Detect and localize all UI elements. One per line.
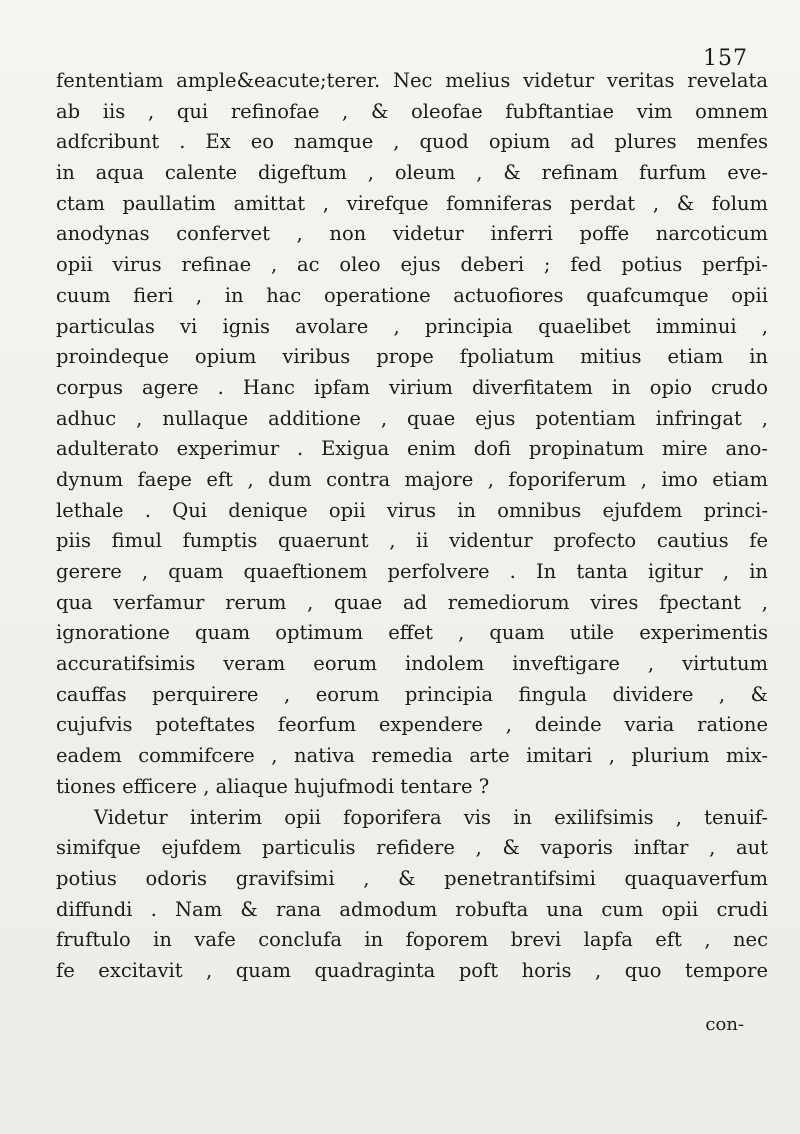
text-line: diffundi . Nam & rana admodum robufta una cum opii crudi	[56, 897, 768, 921]
text-line: gerere , quam quaeftionem perfolvere . In tanta igitur , in	[56, 560, 768, 583]
paragraph-start-line: Videtur interim opii foporifera vis in exilifsimis , tenuif-	[94, 805, 768, 829]
text-line: dynum faepe eft , dum contra majore , foporiferum , imo etiam	[56, 467, 768, 491]
catchword: con-	[705, 1014, 744, 1035]
text-line: accuratifsimis veram eorum indolem inveftigare , virtutum	[56, 652, 768, 676]
text-line: cujufvis poteftates feorfum expendere , deinde varia ratione	[56, 713, 768, 737]
text-line: adhuc , nullaque additione , quae ejus potentiam infringat ,	[56, 406, 768, 430]
text-line: fe excitavit , quam quadraginta poft horis , quo tempore	[56, 958, 768, 982]
text-line: corpus agere . Hanc ipfam virium diverfitatem in opio crudo	[56, 375, 768, 399]
text-line: ab iis , qui refinofae , & oleofae fubftantiae vim omnem	[56, 99, 768, 123]
text-line: potius odoris gravifsimi , & penetrantifsimi quaquaverfum	[56, 866, 768, 890]
body-text	[56, 66, 768, 987]
text-line: fententiam ample&eacute;terer. Nec melius videtur veritas revelata	[56, 69, 768, 92]
text-line: particulas vi ignis avolare , principia quaelibet imminui ,	[56, 314, 768, 338]
text-line: in aqua calente digeftum , oleum , & refinam furfum eve-	[56, 161, 768, 185]
text-line: fruftulo in vafe conclufa in foporem brevi lapfa eft , nec	[56, 928, 768, 952]
text-line: opii virus refinae , ac oleo ejus deberi ; fed potius perfpi-	[56, 253, 768, 277]
page-number: 157	[703, 46, 748, 71]
text-line: cauffas perquirere , eorum principia fingula dividere , &	[56, 682, 768, 706]
text-line: piis fimul fumptis quaerunt , ii videntur profecto cautius fe	[56, 529, 768, 553]
text-line: anodynas confervet , non videtur inferri poffe narcoticum	[56, 222, 768, 246]
text-line: tiones efficere , aliaque hujufmodi tentare ?	[56, 774, 490, 798]
text-line: cuum fieri , in hac operatione actuofiores quafcumque opii	[56, 283, 768, 307]
text-line: eadem commifcere , nativa remedia arte imitari , plurium mix-	[56, 744, 768, 768]
text-line: lethale . Qui denique opii virus in omnibus ejufdem princi-	[56, 498, 768, 522]
text-line: proindeque opium viribus prope fpoliatum mitius etiam in	[56, 345, 768, 369]
text-line: simifque ejufdem particulis refidere , & vaporis inftar , aut	[56, 836, 768, 860]
text-line: qua verfamur rerum , quae ad remediorum vires fpectant ,	[56, 590, 768, 614]
text-line: adulterato experimur . Exigua enim dofi propinatum mire ano-	[56, 437, 768, 461]
text-line: ctam paullatim amittat , virefque fomniferas perdat , & folum	[56, 191, 768, 215]
text-line: adfcribunt . Ex eo namque , quod opium ad plures menfes	[56, 130, 768, 154]
text-line: ignoratione quam optimum effet , quam utile experimentis	[56, 621, 768, 645]
